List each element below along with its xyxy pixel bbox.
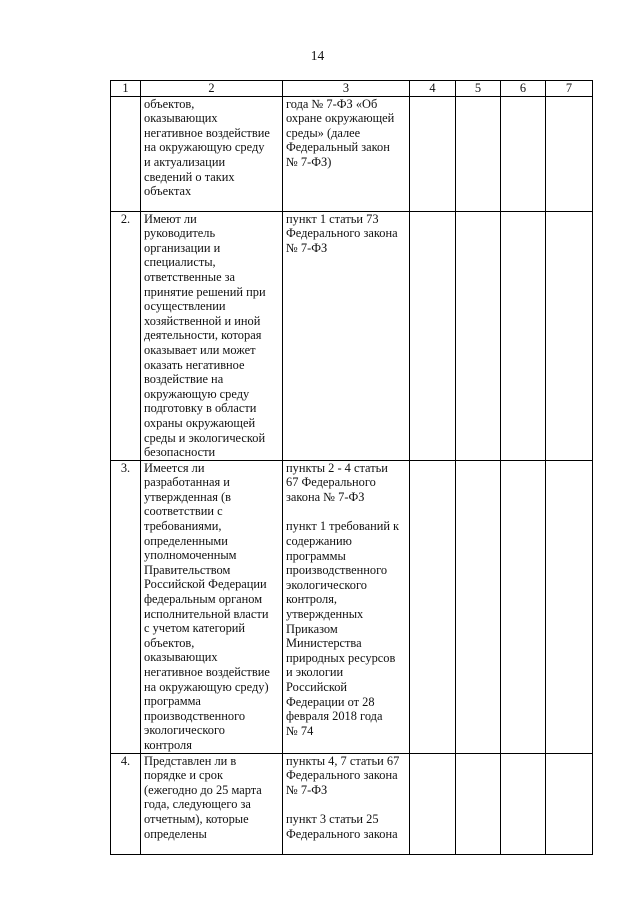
- question-line: отчетным), которые: [144, 811, 249, 826]
- answer-cell-col-6: [501, 460, 546, 753]
- reference-line: закона № 7-ФЗ: [286, 489, 365, 504]
- reference-line: природных ресурсов: [286, 650, 396, 665]
- page-number: 14: [310, 48, 325, 63]
- reference-paragraph: [286, 754, 406, 798]
- requirement-question: [141, 211, 283, 460]
- requirement-question: [141, 96, 283, 211]
- question-line: производственного: [144, 708, 246, 723]
- table-row: [111, 96, 593, 211]
- question-line: объектах: [144, 184, 192, 199]
- answer-cell-col-7: [546, 211, 593, 460]
- question-line: Представлен ли в: [144, 753, 237, 768]
- header-cell: 7: [546, 81, 593, 97]
- legal-reference: [283, 211, 410, 460]
- question-line: принятие решений при: [144, 284, 266, 299]
- question-line: безопасности: [144, 445, 216, 460]
- reference-line: пункты 4, 7 статьи 67: [286, 753, 400, 768]
- reference-line: февраля 2018 года: [286, 709, 383, 724]
- question-line: программа: [144, 694, 201, 709]
- reference-line: охране окружающей: [286, 111, 395, 126]
- question-line: подготовку в области: [144, 401, 257, 416]
- reference-line: года № 7-ФЗ «Об: [286, 96, 378, 111]
- question-line: Правительством: [144, 562, 231, 577]
- answer-cell-col-6: [501, 753, 546, 854]
- header-cell: 2: [141, 81, 283, 97]
- question-line: окружающую среду: [144, 386, 250, 401]
- question-line: федеральным органом: [144, 592, 263, 607]
- question-line: объектов,: [144, 96, 195, 111]
- question-line: контроля: [144, 737, 192, 752]
- reference-line: Министерства: [286, 636, 362, 651]
- question-line: среды и экологической: [144, 430, 266, 445]
- reference-paragraph: [286, 212, 406, 256]
- question-line: экологического: [144, 723, 225, 738]
- reference-line: 67 Федерального: [286, 475, 376, 490]
- answer-cell-col-7: [546, 753, 593, 854]
- answer-cell-col-6: [501, 211, 546, 460]
- reference-line: № 7-ФЗ: [286, 782, 328, 797]
- question-line: (ежегодно до 25 марта: [144, 782, 262, 797]
- question-line: воздействие на: [144, 372, 224, 387]
- question-line: соответствии с: [144, 504, 223, 519]
- reference-line: содержанию: [286, 534, 352, 549]
- reference-line: пункт 3 статьи 25: [286, 812, 379, 827]
- reference-line: Федерального закона: [286, 826, 398, 841]
- reference-paragraph: [286, 812, 406, 841]
- question-line: хозяйственной и иной: [144, 313, 261, 328]
- header-cell: 3: [283, 81, 410, 97]
- answer-cell-col-7: [546, 460, 593, 753]
- answer-cell-col-4: [410, 96, 456, 211]
- reference-line: среды» (далее: [286, 125, 361, 140]
- row-number: 2.: [111, 211, 141, 460]
- row-number: [111, 96, 141, 211]
- question-line: определены: [144, 826, 207, 841]
- reference-line: утвержденных: [286, 607, 364, 622]
- answer-cell-col-4: [410, 211, 456, 460]
- reference-line: программы: [286, 548, 346, 563]
- question-line: негативное воздействие: [144, 125, 270, 140]
- question-line: оказать негативное: [144, 357, 245, 372]
- question-line: с учетом категорий: [144, 621, 246, 636]
- question-line: определенными: [144, 533, 228, 548]
- header-cell: 1: [111, 81, 141, 97]
- checklist-table: [110, 80, 593, 855]
- question-line: деятельности, которая: [144, 328, 262, 343]
- answer-cell-col-5: [456, 460, 501, 753]
- reference-line: пункты 2 - 4 статьи: [286, 460, 388, 475]
- table-row: [111, 460, 593, 753]
- reference-line: контроля,: [286, 592, 337, 607]
- requirement-question: [141, 753, 283, 854]
- reference-paragraph: [286, 519, 406, 738]
- question-line: на окружающую среду): [144, 679, 269, 694]
- question-line: года, следующего за: [144, 797, 251, 812]
- question-line: специалисты,: [144, 255, 216, 270]
- question-line: Имеют ли: [144, 211, 197, 226]
- reference-line: Федерации от 28: [286, 694, 375, 709]
- question-line: исполнительной власти: [144, 606, 269, 621]
- reference-line: и экологии: [286, 665, 344, 680]
- answer-cell-col-5: [456, 96, 501, 211]
- reference-line: № 74: [286, 723, 314, 738]
- header-cell: 4: [410, 81, 456, 97]
- answer-cell-col-4: [410, 753, 456, 854]
- question-line: осуществлении: [144, 299, 226, 314]
- question-line: на окружающую среду: [144, 140, 265, 155]
- question-line: уполномоченным: [144, 548, 237, 563]
- question-line: утвержденная (в: [144, 489, 231, 504]
- header-cell: 6: [501, 81, 546, 97]
- reference-line: № 7-ФЗ: [286, 240, 328, 255]
- table-row: [111, 211, 593, 460]
- reference-line: пункт 1 требований к: [286, 519, 400, 534]
- reference-line: производственного: [286, 563, 388, 578]
- question-line: порядке и срок: [144, 768, 223, 783]
- question-line: Российской Федерации: [144, 577, 267, 592]
- question-line: охраны окружающей: [144, 415, 256, 430]
- reference-line: Федерального закона: [286, 768, 398, 783]
- legal-reference: [283, 96, 410, 211]
- legal-reference: [283, 460, 410, 753]
- reference-line: Федеральный закон: [286, 140, 390, 155]
- header-cell: 5: [456, 81, 501, 97]
- reference-paragraph: [286, 461, 406, 505]
- reference-line: Федерального закона: [286, 226, 398, 241]
- question-line: объектов,: [144, 635, 195, 650]
- reference-line: № 7-ФЗ): [286, 154, 332, 169]
- requirement-question: [141, 460, 283, 753]
- answer-cell-col-5: [456, 211, 501, 460]
- answer-cell-col-4: [410, 460, 456, 753]
- reference-paragraph: [286, 97, 406, 170]
- question-line: ответственные за: [144, 269, 236, 284]
- row-number: 3.: [111, 460, 141, 753]
- question-line: оказывает или может: [144, 342, 256, 357]
- question-line: и актуализации: [144, 154, 226, 169]
- answer-cell-col-6: [501, 96, 546, 211]
- question-line: сведений о таких: [144, 169, 235, 184]
- reference-line: Приказом: [286, 621, 338, 636]
- row-number: 4.: [111, 753, 141, 854]
- question-line: руководитель: [144, 226, 216, 241]
- reference-line: Российской: [286, 680, 348, 694]
- header-row: [111, 81, 593, 97]
- reference-line: экологического: [286, 577, 367, 592]
- question-line: организации и: [144, 240, 221, 255]
- answer-cell-col-7: [546, 96, 593, 211]
- reference-line: пункт 1 статьи 73: [286, 211, 379, 226]
- question-line: оказывающих: [144, 111, 218, 126]
- question-line: негативное воздействие: [144, 665, 270, 679]
- question-line: Имеется ли: [144, 460, 205, 475]
- answer-cell-col-5: [456, 753, 501, 854]
- legal-reference: [283, 753, 410, 854]
- question-line: разработанная и: [144, 475, 230, 490]
- question-line: оказывающих: [144, 650, 218, 665]
- question-line: требованиями,: [144, 519, 222, 534]
- table-row: [111, 753, 593, 854]
